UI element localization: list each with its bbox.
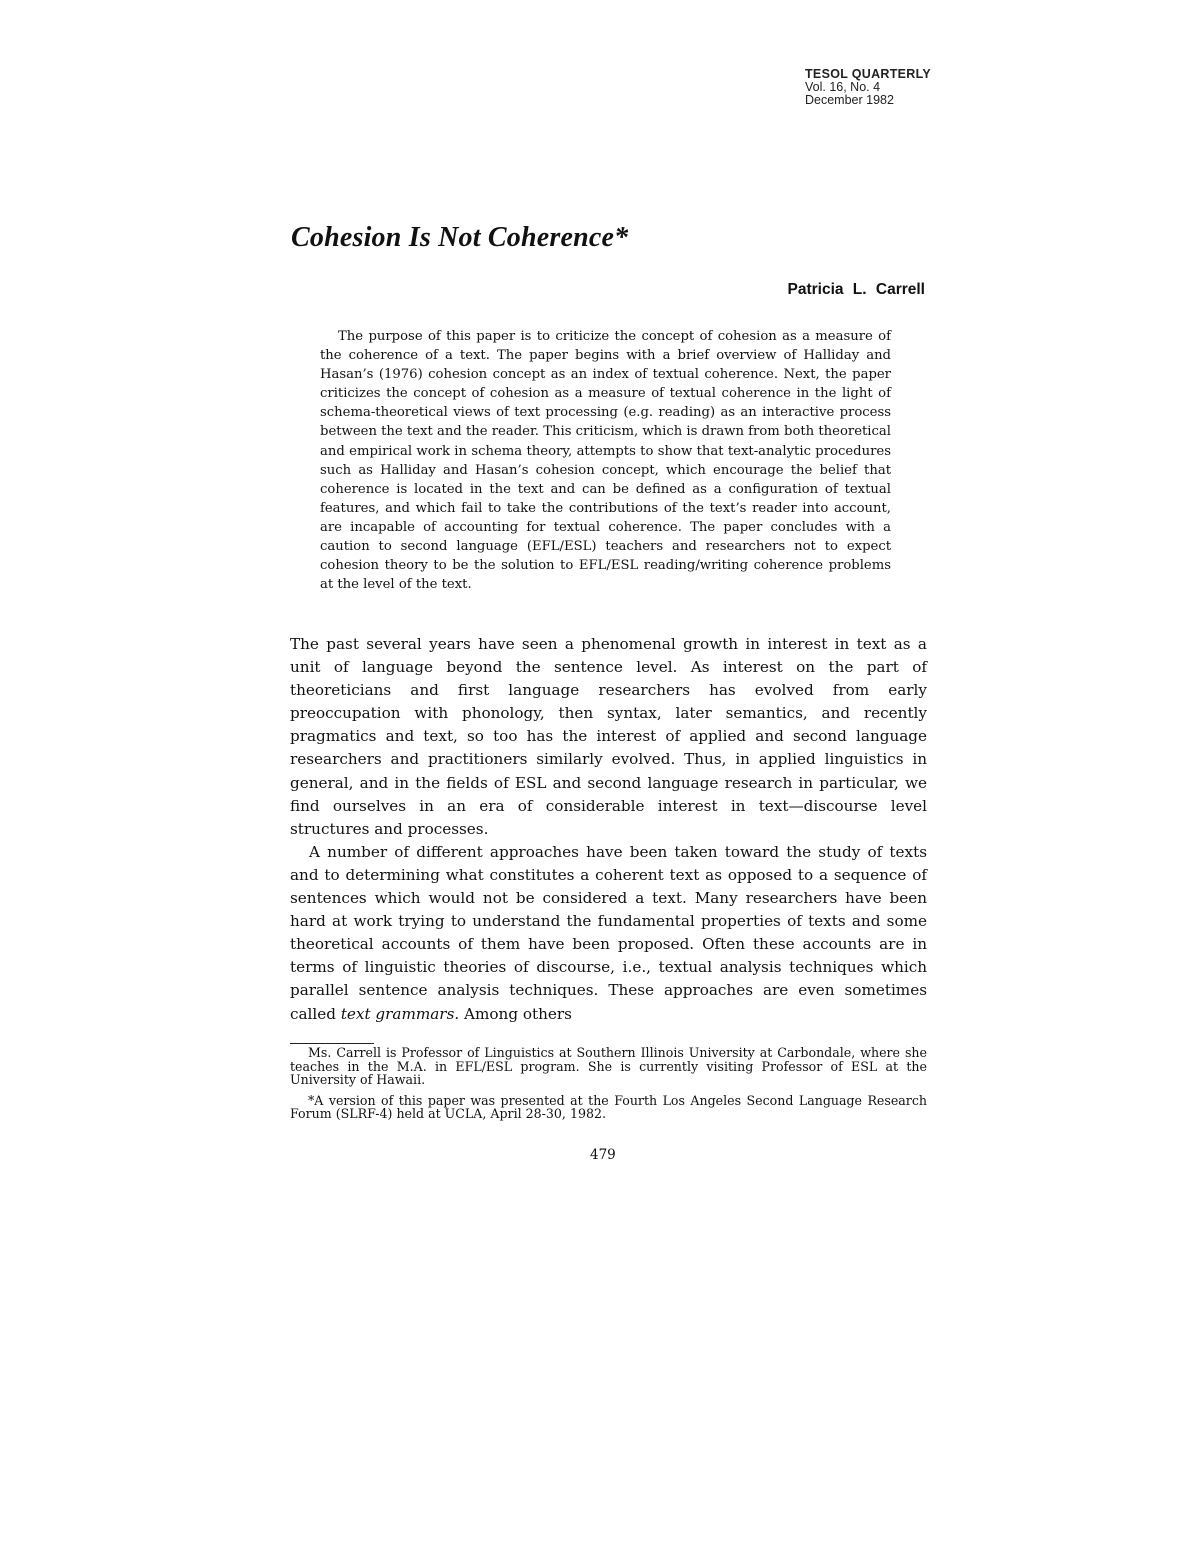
journal-date: December 1982: [805, 93, 894, 107]
article-title: Cohesion Is Not Coherence*: [291, 222, 629, 253]
footnote-divider: [290, 1043, 374, 1044]
italic-term: text grammars.: [340, 1004, 460, 1023]
article-abstract: The purpose of this paper is to criticize the concept of cohesion as a measure of the coherence of a text. The paper begins with a brief overview of Halliday and Hasan’s (1976) cohesion concept as an index of textual coherence. Next, the paper criticizes the concept of cohesion as a measure of textual coherence in the light of schema-theoretical views of text processing (e.g. reading) as an interactive process between the text and the reader. This criticism, which is drawn from both theoretical and empirical work in schema theory, attempts to show that text-analytic procedures such as Halliday and Hasan’s cohesion concept, which encourage the belief that coherence is located in the text and can be defined as a configuration of textual features, and which fail to take the contributions of the text’s reader into account, are incapable of accounting for textual coherence. The paper concludes with a caution to second language (EFL/ESL) teachers and researchers not to expect cohesion theory to be the solution to EFL/ESL reading/writing coherence problems at the level of the text.: [320, 329, 891, 593]
page-number: 479: [590, 1147, 616, 1163]
footnote-author-note: Ms. Carrell is Professor of Linguistics at Southern Illinois University at Carbondale, where she teaches in the M.A. in EFL/ESL program. She is currently visiting Professor of ESL at the University of Hawaii.: [290, 1045, 927, 1087]
body-paragraph-2: [290, 841, 927, 1026]
paragraph-2-text: A number of different approaches have been taken toward the study of texts and to determining what constitutes a coherent text as opposed to a sequence of sentences which would not be considered a text. Many researchers have been hard at work trying to understand the fundamental properties of texts and some theoretical accounts of them have been proposed. Often these accounts are in terms of linguistic theories of discourse, i.e., textual analysis techniques which parallel sentence analysis techniques. These approaches are even sometimes called: [290, 842, 927, 1023]
article-body: [290, 633, 927, 1026]
journal-masthead: [805, 68, 931, 107]
footnote-presentation-note: *A version of this paper was presented at the Fourth Los Angeles Second Language Research Forum (SLRF-4) held at UCLA, April 28-30, 1982.: [290, 1092, 927, 1121]
journal-volume: Vol. 16, No. 4: [805, 80, 881, 94]
body-paragraph-1: The past several years have seen a phenomenal growth in interest in text as a unit of language beyond the sentence level. As interest on the part of theoreticians and first language researchers has evolved from early preoccupation with phonology, then syntax, later semantics, and recently pragmatics and text, so too has the interest of applied and second language researchers and practitioners similarly evolved. Thus, in applied linguistics in general, and in the fields of ESL and second language research in particular, we find ourselves in an era of considerable interest in text—discourse level structures and processes.: [290, 635, 927, 838]
journal-name: TESOL QUARTERLY: [805, 67, 932, 81]
paragraph-2-end: Among others: [464, 1004, 572, 1023]
article-author: Patricia L. Carrell: [787, 281, 925, 298]
footnotes: [290, 1046, 927, 1128]
